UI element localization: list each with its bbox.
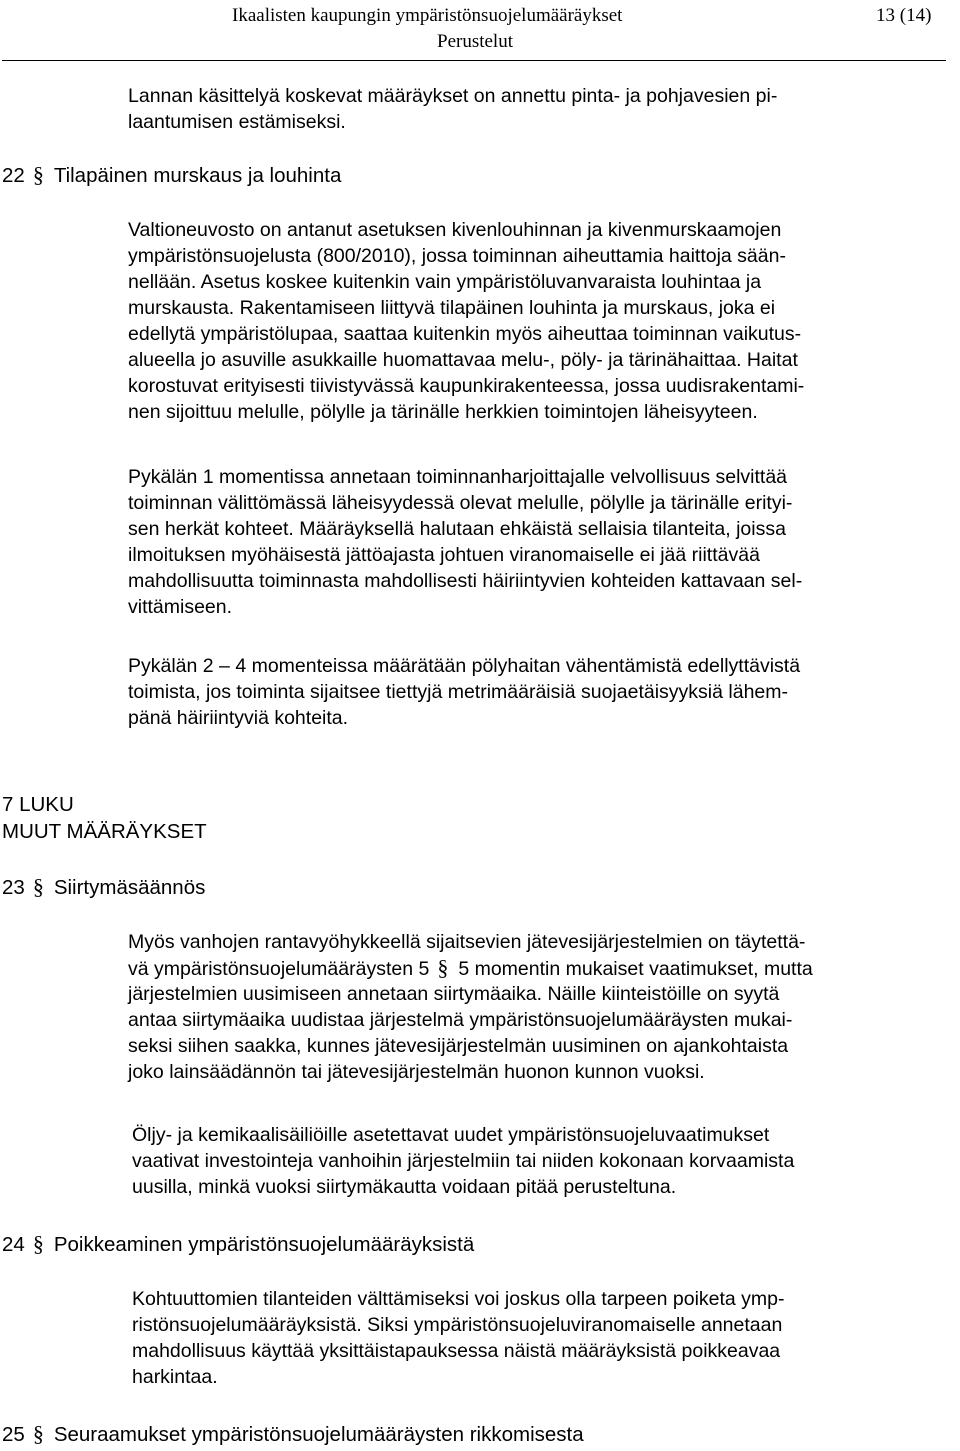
section-symbol: § <box>32 162 44 187</box>
section-number: 24 <box>2 1233 25 1256</box>
text-line: Öljy- ja kemikaalisäiliöille asetettavat uudet ympäristönsuojeluvaatimukset <box>132 1124 770 1146</box>
section-title: Tilapäinen murskaus ja louhinta <box>53 164 342 187</box>
text-line: Pykälän 1 momentissa annetaan toiminnanharjoittajalle velvollisuus selvittää <box>128 466 788 488</box>
text-line: Lannan käsittelyä koskevat määräykset on annettu pinta- ja pohjavesien pi- <box>128 85 778 107</box>
section-23-paragraph-1 <box>128 929 813 1085</box>
text-line: Myös vanhojen rantavyöhykkeellä sijaitsevien jätevesijärjestelmien on täytettä- <box>128 931 806 953</box>
section-heading-22 <box>2 162 341 189</box>
section-number: 23 <box>2 876 25 899</box>
text-line: sen herkät kohteet. Määräyksellä halutaan ehkäistä sellaisia tilanteita, joissa <box>128 518 786 540</box>
text-line: ristönsuojelumääräyksistä. Siksi ympäristönsuojeluviranomaiselle annetaan <box>132 1314 783 1336</box>
text-segment: 5 momentin mukaiset vaatimukset, mutta <box>458 958 813 980</box>
section-title: Poikkeaminen ympäristönsuojelumääräyksistä <box>53 1233 475 1256</box>
intro-paragraph <box>128 83 777 135</box>
text-line: ympäristönsuojelusta (800/2010), jossa toiminnan aiheuttamia haittoja sään- <box>128 245 786 267</box>
header-rule <box>2 60 946 61</box>
text-line: seksi siihen saakka, kunnes jätevesijärjestelmän uusiminen on ajankohtaista <box>128 1035 789 1057</box>
section-23-paragraph-2 <box>132 1122 794 1200</box>
chapter-title: MUUT MÄÄRÄYKSET <box>2 820 207 843</box>
text-line: laantumisen estämiseksi. <box>128 111 346 133</box>
document-title: Ikaalisten kaupungin ympäristönsuojelumääräykset <box>232 5 623 26</box>
section-symbol: § <box>32 874 44 899</box>
section-number: 25 <box>2 1423 25 1446</box>
section-symbol: § <box>437 955 449 980</box>
text-line: pänä häiriintyviä kohteita. <box>128 707 349 729</box>
page-number: 13 (14) <box>876 5 932 26</box>
section-title: Siirtymäsäännös <box>53 876 206 899</box>
text-line: ilmoituksen myöhäisestä jättöajasta johtuen viranomaiselle ei jää riittävää <box>128 544 760 566</box>
section-24-paragraph-1 <box>132 1286 785 1390</box>
text-segment: vä ympäristönsuojelumääräysten 5 <box>128 958 430 980</box>
text-line: Pykälän 2 – 4 momenteissa määrätään pölyhaitan vähentämistä edellyttävistä <box>128 655 801 677</box>
section-subtitle: Perustelut <box>437 31 513 52</box>
section-title: Seuraamukset ympäristönsuojelumääräysten rikkomisesta <box>53 1423 584 1446</box>
text-line: antaa siirtymäaika uudistaa järjestelmä ympäristönsuojelumääräysten mukai- <box>128 1009 793 1031</box>
text-line: joko lainsäädännön tai jätevesijärjestelmän huonon kunnon vuoksi. <box>128 1061 705 1083</box>
text-line: vittämiseen. <box>128 596 233 618</box>
section-number: 22 <box>2 164 25 187</box>
section-22-paragraph-3 <box>128 653 800 731</box>
text-line: toimista, jos toiminta sijaitsee tiettyjä metrimääräisiä suojaetäisyyksiä lähem- <box>128 681 788 703</box>
text-line: vaativat investointeja vanhoihin järjestelmiin tai niiden kokonaan korvaamista <box>132 1150 795 1172</box>
section-heading-23 <box>2 874 205 901</box>
text-line: korostuvat erityisesti tiivistyvässä kaupunkirakenteessa, jossa uudisrakentami- <box>128 375 805 397</box>
text-line: järjestelmien uusimiseen annetaan siirtymäaika. Näille kiinteistöille on syytä <box>128 983 780 1005</box>
chapter-number: 7 LUKU <box>2 793 74 816</box>
text-line: uusilla, minkä vuoksi siirtymäkautta voidaan pitää perusteltuna. <box>132 1176 677 1198</box>
text-line: Valtioneuvosto on antanut asetuksen kivenlouhinnan ja kivenmurskaamojen <box>128 219 782 241</box>
section-symbol: § <box>32 1421 44 1446</box>
text-line: nellään. Asetus koskee kuitenkin vain ympäristöluvanvaraista louhintaa ja <box>128 271 762 293</box>
text-line: nen sijoittuu melulle, pölylle ja tärinälle herkkien toimintojen läheisyyteen. <box>128 401 758 423</box>
section-22-paragraph-1 <box>128 217 804 425</box>
section-symbol: § <box>32 1231 44 1256</box>
section-heading-25 <box>2 1421 584 1448</box>
text-line: alueella jo asuville asukkaille huomattavaa melu-, pöly- ja tärinähaittaa. Haitat <box>128 349 798 371</box>
text-line: mahdollisuus käyttää yksittäistapauksessa näistä määräyksistä poikkeavaa <box>132 1340 781 1362</box>
text-line: Kohtuuttomien tilanteiden välttämiseksi voi joskus olla tarpeen poiketa ymp- <box>132 1288 785 1310</box>
text-line: harkintaa. <box>132 1366 218 1388</box>
text-line: edellytä ympäristölupaa, saattaa kuitenkin myös aiheuttaa toiminnan vaikutus- <box>128 323 802 345</box>
text-line <box>128 955 813 981</box>
text-line: murskausta. Rakentamiseen liittyvä tilapäinen louhinta ja murskaus, joka ei <box>128 297 776 319</box>
text-line: toiminnan välittömässä läheisyydessä olevat melulle, pölylle ja tärinälle erityi- <box>128 492 793 514</box>
section-22-paragraph-2 <box>128 464 802 620</box>
section-heading-24 <box>2 1231 474 1258</box>
text-line: mahdollisuutta toiminnasta mahdollisesti häiriintyvien kohteiden kattavaan sel- <box>128 570 803 592</box>
